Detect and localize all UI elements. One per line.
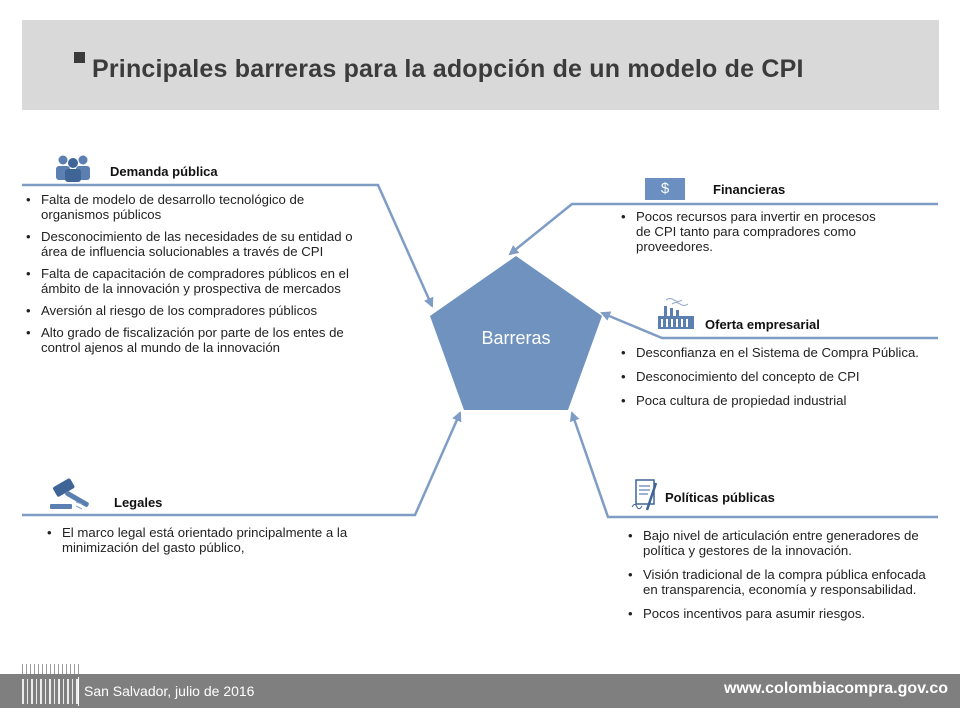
people-icon: [54, 154, 92, 182]
footer-divider: [78, 677, 79, 706]
list-item: • Visión tradicional de la compra pública enfocada en transparencia, economía y responsabilidad.: [626, 567, 936, 597]
oferta-header: Oferta empresarial: [705, 317, 820, 332]
footer-location-date: San Salvador, julio de 2016: [84, 683, 255, 699]
list-item: • El marco legal está orientado principalmente a la minimización del gasto público,: [45, 525, 415, 555]
list-item: • Desconocimiento del concepto de CPI: [619, 369, 929, 384]
list-item: • Aversión al riesgo de los compradores públicos: [24, 303, 374, 318]
financieras-header: Financieras: [713, 182, 786, 197]
list-item: • Pocos incentivos para asumir riesgos.: [626, 606, 936, 621]
list-item: • Desconfianza en el Sistema de Compra Pública.: [619, 345, 929, 360]
list-item: • Poca cultura de propiedad industrial: [619, 393, 929, 408]
page-title: Principales barreras para la adopción de un modelo de CPI: [92, 55, 804, 83]
oferta-list: [619, 345, 929, 415]
barreras-label: Barreras: [481, 328, 551, 348]
footer-decoration: [22, 664, 80, 674]
politicas-list: [626, 528, 936, 628]
legales-header: Legales: [114, 495, 163, 510]
list-item: • Pocos recursos para invertir en procesos de CPI tanto para compradores como proveedores.: [619, 209, 879, 254]
dollar-icon: $: [645, 178, 685, 200]
financieras-list: [619, 209, 879, 261]
document-pen-icon: [630, 477, 660, 513]
legales-list: [45, 525, 415, 562]
list-item: • Desconocimiento de las necesidades de su entidad o área de influencia solucionables a través de CPI: [24, 229, 374, 259]
list-item: • Falta de modelo de desarrollo tecnológico de organismos públicos: [24, 192, 374, 222]
list-item: • Falta de capacitación de compradores públicos en el ámbito de la innovación y prospectiva de mercados: [24, 266, 374, 296]
list-item: • Alto grado de fiscalización por parte de los entes de control ajenos al mundo de la innovación: [24, 325, 374, 355]
footer-bar: [0, 674, 960, 708]
demanda-header: Demanda pública: [110, 164, 218, 179]
demanda-list: [24, 192, 374, 362]
gavel-icon: [46, 478, 96, 512]
list-item: • Bajo nivel de articulación entre generadores de política y gestores de la innovación.: [626, 528, 936, 558]
politicas-header: Políticas públicas: [665, 490, 775, 505]
factory-icon: [656, 298, 696, 330]
footer-website-link[interactable]: www.colombiacompra.gov.co: [723, 680, 948, 697]
barcode-decoration: [22, 679, 80, 704]
